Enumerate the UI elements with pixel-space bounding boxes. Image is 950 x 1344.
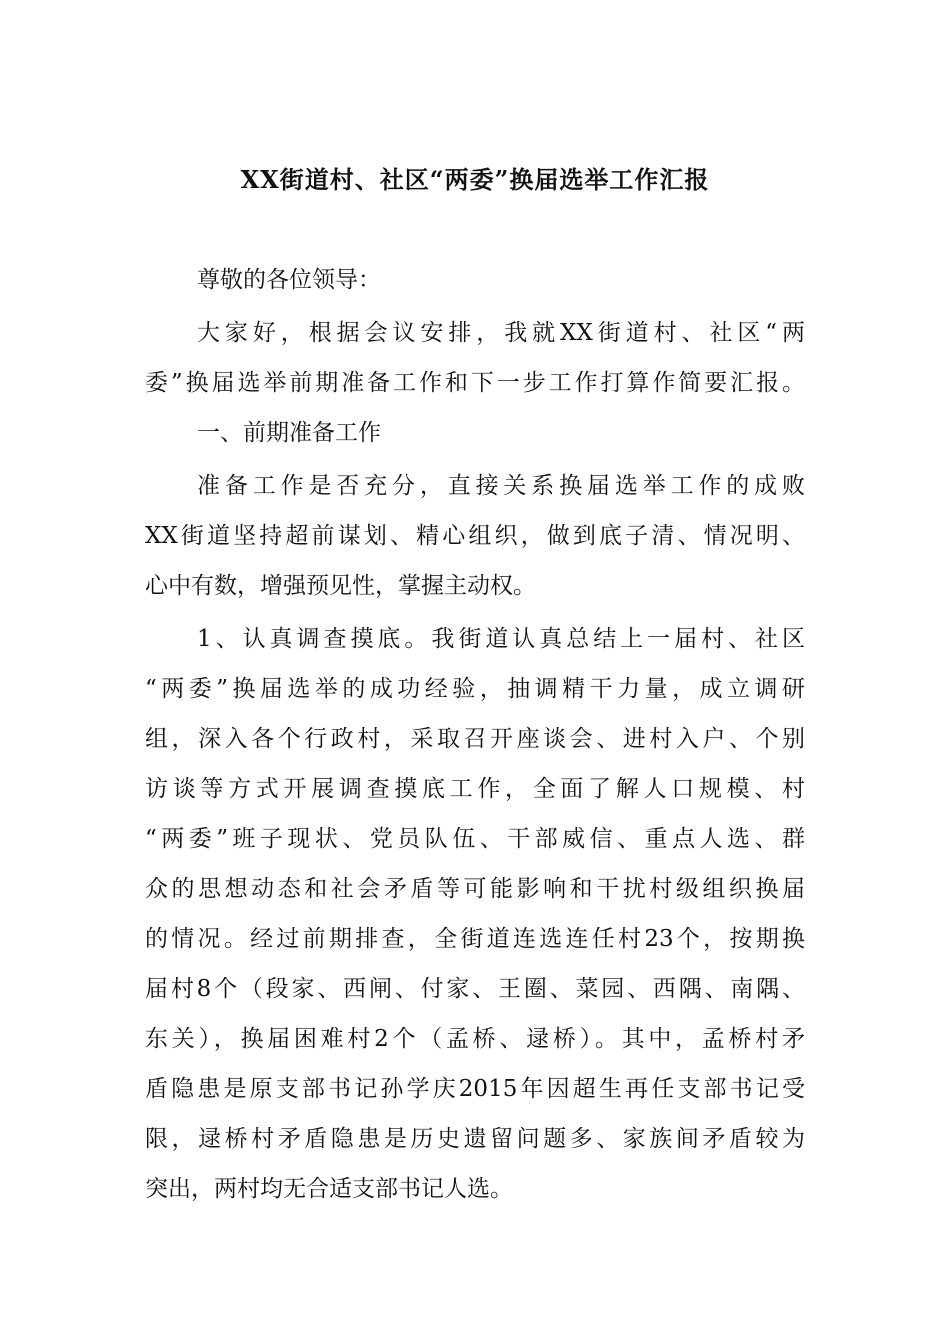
paragraph-line: 心中有数，增强预见性，掌握主动权。 <box>145 573 536 599</box>
document-body <box>145 255 805 1214</box>
paragraph-line: 突出，两村均无合适支部书记人选。 <box>145 1176 513 1202</box>
paragraph-line: 限，逯桥村矛盾隐患是历史遗留问题多、家族间矛盾较为 <box>145 1126 805 1152</box>
paragraph-line: XX街道坚持超前谋划、精心组织，做到底子清、情况明、 <box>145 523 805 549</box>
paragraph-line: 1、认真调查摸底。我街道认真总结上一届村、社区 <box>197 626 805 652</box>
paragraph-line: 届村8个（段家、西闸、付家、王圈、菜园、西隅、南隅、 <box>145 976 805 1002</box>
salutation: 尊敬的各位领导： <box>197 267 381 293</box>
paragraph-line: 众的思想动态和社会矛盾等可能影响和干扰村级组织换届 <box>145 876 805 902</box>
paragraph-line: 准备工作是否充分，直接关系换届选举工作的成败 <box>197 473 805 499</box>
paragraph-line: 大家好，根据会议安排，我就XX街道村、社区“两 <box>197 320 805 346</box>
paragraph-line: 访谈等方式开展调查摸底工作，全面了解人口规模、村 <box>145 776 805 802</box>
paragraph-line: 委”换届选举前期准备工作和下一步工作打算作简要汇报。 <box>145 370 805 396</box>
document-title: XX街道村、社区“两委”换届选举工作汇报 <box>240 165 710 194</box>
paragraph-line: “两委”班子现状、党员队伍、干部威信、重点人选、群 <box>145 826 805 852</box>
paragraph-line: 组，深入各个行政村，采取召开座谈会、进村入户、个别 <box>145 726 805 752</box>
paragraph-line: 东关），换届困难村2个（孟桥、逯桥）。其中，孟桥村矛 <box>145 1026 805 1052</box>
paragraph-line: “两委”换届选举的成功经验，抽调精干力量，成立调研 <box>145 676 805 702</box>
section-heading: 一、前期准备工作 <box>197 420 381 446</box>
paragraph-line: 的情况。经过前期排查，全街道连选连任村23个，按期换 <box>145 926 805 952</box>
paragraph-line: 盾隐患是原支部书记孙学庆2015年因超生再任支部书记受 <box>145 1076 805 1102</box>
